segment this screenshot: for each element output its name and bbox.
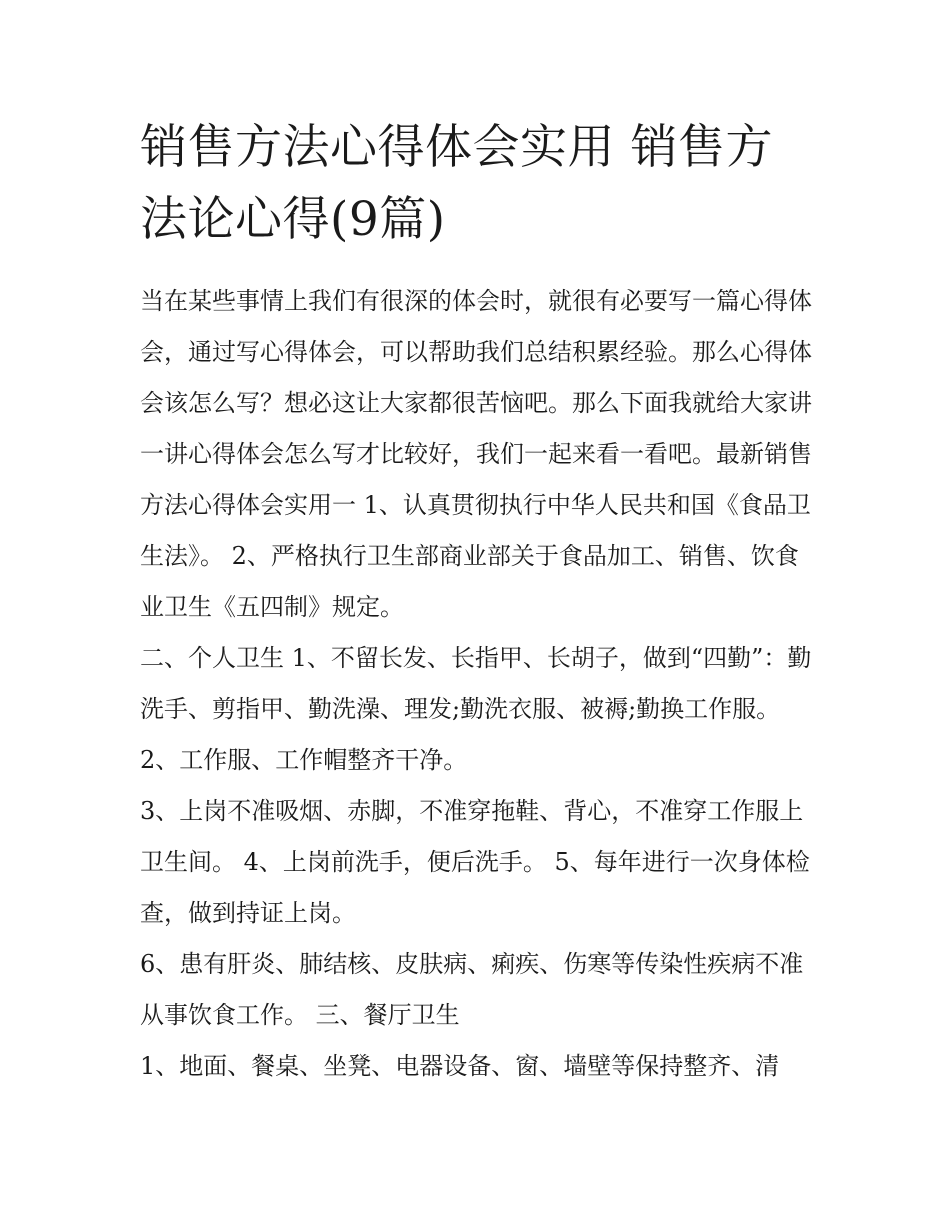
paragraph-personal-hygiene: 二、个人卫生 1、不留长发、长指甲、长胡子，做到“四勤”：勤洗手、剪指甲、勤洗澡、理发;勤洗衣服、被褥;勤换工作服。 2、工作服、工作帽整齐干净。: [140, 644, 812, 774]
paragraph-intro: 当在某些事情上我们有很深的体会时，就很有必要写一篇心得体会，通过写心得体会，可以帮助我们总结积累经验。那么心得体会该怎么写？想必这让大家都很苦恼吧。那么下面我就给大家讲一讲心得体会怎么写才比较好，我们一起来看一看吧。最新销售方法心得体会实用一 1、认真贯彻执行中华人民共和国《食品卫生法》。 2、严格执行卫生部商业部关于食品加工、销售、饮食业卫生《五四制》规定。: [140, 287, 812, 621]
document-title: 销售方法心得体会实用 销售方法论心得(9篇): [140, 120, 773, 247]
paragraph-disease: 6、患有肝炎、肺结核、皮肤病、痢疾、伤寒等传染性疾病不准从事饮食工作。 三、餐厅卫生: [140, 950, 804, 1029]
paragraph-restaurant-hygiene: 1、地面、餐桌、坐凳、电器设备、窗、墙壁等保持整齐、清: [140, 1052, 780, 1080]
document-body: [140, 276, 820, 1092]
paragraph-rules: 3、上岗不准吸烟、赤脚，不准穿拖鞋、背心，不准穿工作服上卫生间。 4、上岗前洗手，便后洗手。 5、每年进行一次身体检查，做到持证上岗。: [140, 797, 810, 927]
